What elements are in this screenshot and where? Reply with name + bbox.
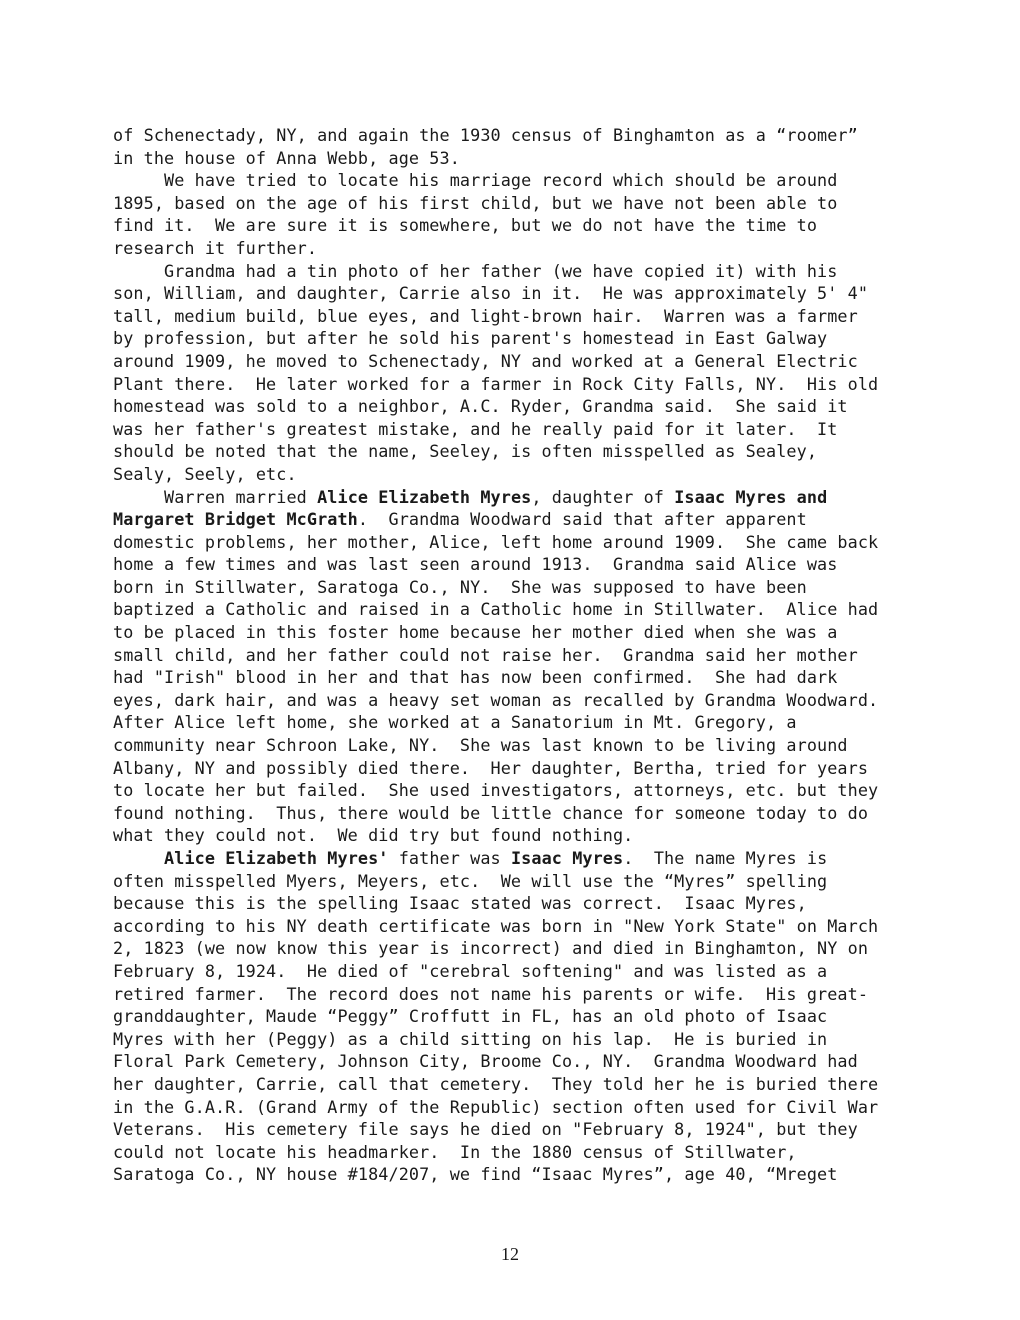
bold-name-text: Isaac Myres and [674,486,828,507]
body-text: should be noted that the name, Seeley, is often misspelled as Sealey, [113,441,818,462]
text-line [113,960,943,983]
body-text: what they could not. We did try but found nothing. [113,825,634,846]
text-line [113,1096,943,1119]
text-line [113,802,943,825]
body-text: , daughter of [531,486,675,507]
body-text: retired farmer. The record does not name his parents or wife. His great- [113,983,869,1004]
body-text: of Schenectady, NY, and again the 1930 census of Binghamton as a “roomer” [113,125,858,145]
text-line [113,598,943,621]
body-text: find it. We are sure it is somewhere, but we do not have the time to [113,215,818,236]
text-line [113,576,943,599]
text-line [113,373,943,396]
text-line [113,463,943,486]
text-line [113,531,943,554]
body-text [113,848,164,868]
text-line [113,1050,943,1073]
text-line [113,237,943,260]
text-line [113,1005,943,1028]
text-line [113,1141,943,1164]
body-text: son, William, and daughter, Carrie also in it. He was approximately 5' 4" [113,283,869,304]
text-line [113,553,943,576]
text-line [113,1073,943,1096]
text-line [113,644,943,667]
text-line [113,1118,943,1141]
body-text: community near Schroon Lake, NY. She was last known to be living around [113,735,848,756]
text-line [113,734,943,757]
bold-name-text: Alice Elizabeth Myres' [164,848,389,868]
text-line [113,508,943,531]
body-text: to be placed in this foster home because her mother died when she was a [113,622,838,643]
text-line [113,983,943,1006]
text-line [113,915,943,938]
body-text: Warren married [113,486,318,507]
text-line [113,282,943,305]
body-text: home a few times and was last seen around 1913. Grandma said Alice was [113,554,838,575]
bold-name-text: Isaac Myres [510,848,624,868]
body-text: We have tried to locate his marriage record which should be around [113,170,838,191]
body-text: After Alice left home, she worked at a Sanatorium in Mt. Gregory, a [113,712,797,733]
body-text: small child, and her father could not raise her. Grandma said her mother [113,644,858,665]
body-text: February 8, 1924. He died of "cerebral softening" and was listed as a [113,960,828,981]
text-line [113,689,943,712]
text-line [113,305,943,328]
text-line [113,395,943,418]
body-text: Veterans. His cemetery file says he died on "February 8, 1924", but they [113,1119,858,1140]
body-text: research it further. [113,237,318,258]
text-line [113,214,943,237]
body-text: Saratoga Co., NY house #184/207, we find “Isaac Myres”, age 40, “Mreget [113,1164,838,1185]
body-text: baptized a Catholic and raised in a Catholic home in Stillwater. Alice had [113,599,879,620]
body-text: could not locate his headmarker. In the 1880 census of Stillwater, [113,1141,797,1162]
text-line [113,486,943,509]
text-line [113,1028,943,1051]
body-text: her daughter, Carrie, call that cemetery. They told her he is buried there [113,1073,879,1094]
body-text: in the house of Anna Webb, age 53. [113,147,460,168]
text-line [113,892,943,915]
body-text: around 1909, he moved to Schenectady, NY and worked at a General Electric [113,350,858,371]
body-text: found nothing. Thus, there would be little chance for someone today to do [113,802,869,823]
text-line [113,440,943,463]
text-line [113,327,943,350]
body-text: Grandma had a tin photo of her father (we have copied it) with his [113,260,838,281]
text-line [113,666,943,689]
body-text: born in Stillwater, Saratoga Co., NY. She was supposed to have been [113,576,807,597]
body-text: by profession, but after he sold his parent's homestead in East Galway [113,328,828,349]
document-body [113,124,943,1186]
body-text: Sealy, Seely, etc. [113,463,297,484]
body-text: . Grandma Woodward said that after apparent [357,509,807,530]
body-text: Plant there. He later worked for a farmer in Rock City Falls, NY. His old [113,373,879,394]
body-text: father was [388,848,511,868]
text-line [113,847,943,870]
body-text: Floral Park Cemetery, Johnson City, Broome Co., NY. Grandma Woodward had [113,1051,858,1072]
body-text: had "Irish" blood in her and that has now been confirmed. She had dark [113,667,838,688]
text-line [113,418,943,441]
page-number: 12 [501,1244,519,1264]
body-text: domestic problems, her mother, Alice, left home around 1909. She came back [113,531,879,552]
text-line [113,169,943,192]
body-text: according to his NY death certificate was born in "New York State" on March [113,915,879,936]
body-text: granddaughter, Maude “Peggy” Croffutt in FL, has an old photo of Isaac [113,1006,828,1027]
body-text: eyes, dark hair, and was a heavy set woman as recalled by Grandma Woodward. [113,689,879,710]
text-line [113,192,943,215]
text-line [113,260,943,283]
body-text: Myres with her (Peggy) as a child sitting on his lap. He is buried in [113,1028,828,1049]
text-line [113,1163,943,1186]
body-text: Albany, NY and possibly died there. Her daughter, Bertha, tried for years [113,757,869,778]
body-text: . The name Myres is [623,848,828,868]
text-line [113,870,943,893]
body-text: 1895, based on the age of his first child, but we have not been able to [113,192,838,213]
text-line [113,621,943,644]
body-text: in the G.A.R. (Grand Army of the Republic) section often used for Civil War [113,1096,879,1117]
text-line [113,779,943,802]
body-text: homestead was sold to a neighbor, A.C. Ryder, Grandma said. She said it [113,396,848,417]
text-line [113,711,943,734]
body-text: to locate her but failed. She used investigators, attorneys, etc. but they [113,780,879,801]
text-line [113,937,943,960]
body-text: tall, medium build, blue eyes, and light-brown hair. Warren was a farmer [113,305,858,326]
body-text: because this is the spelling Isaac stated was correct. Isaac Myres, [113,893,807,914]
text-line [113,124,943,147]
body-text: 2, 1823 (we now know this year is incorrect) and died in Binghamton, NY on [113,938,869,959]
text-line [113,757,943,780]
text-line [113,350,943,373]
body-text: was her father's greatest mistake, and he really paid for it later. It [113,418,838,439]
body-text: often misspelled Myers, Meyers, etc. We will use the “Myres” spelling [113,870,828,891]
bold-name-text: Alice Elizabeth Myres [317,486,532,507]
text-line [113,824,943,847]
text-line [113,147,943,170]
bold-name-text: Margaret Bridget McGrath [113,509,358,530]
